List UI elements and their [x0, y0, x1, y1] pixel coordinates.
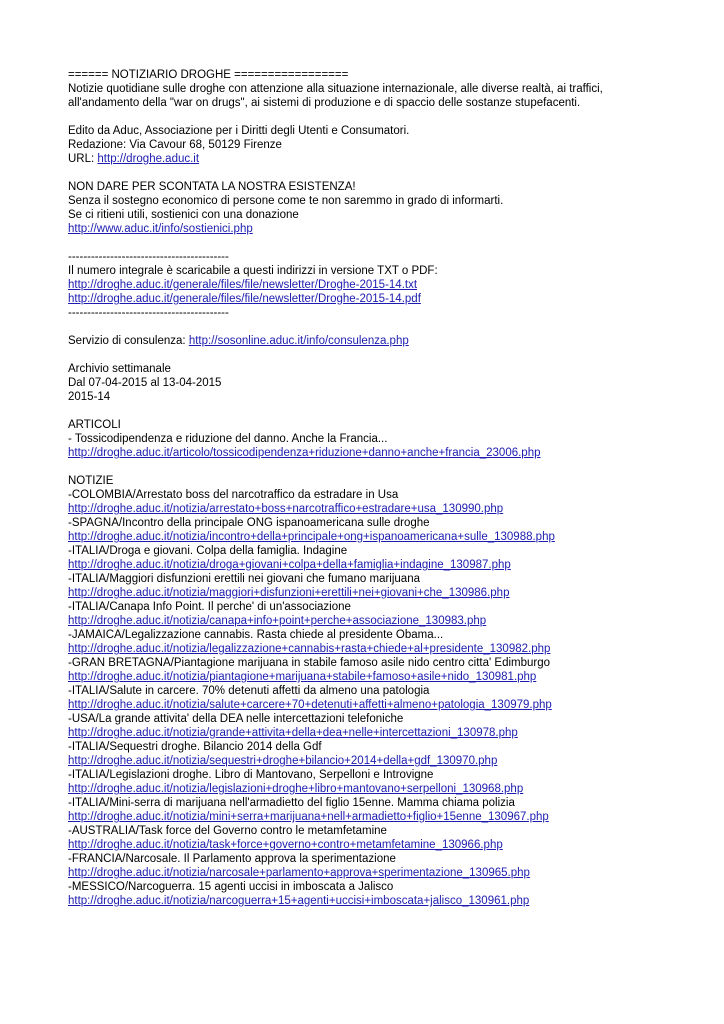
- news-link[interactable]: http://droghe.aduc.it/notizia/arrestato+boss+narcotraffico+estradare+usa_130990.php: [68, 503, 504, 515]
- consulting-label: Servizio di consulenza:: [68, 335, 189, 347]
- article-link[interactable]: http://droghe.aduc.it/articolo/tossicodipendenza+riduzione+danno+anche+francia_23006.php: [68, 447, 541, 459]
- separator: ------------------------------------------: [68, 307, 229, 319]
- news-title: -ITALIA/Mini-serra di marijuana nell'armadietto del figlio 15enne. Mamma chiama polizia: [68, 797, 515, 809]
- news-link[interactable]: http://droghe.aduc.it/notizia/incontro+della+principale+ong+ispanoamericana+sulle_130988.php: [68, 531, 555, 543]
- news-title: -ITALIA/Maggiori disfunzioni erettili nei giovani che fumano marijuana: [68, 573, 420, 585]
- support-text: Senza il sostegno economico di persone come te non saremmo in grado di informarti.: [68, 195, 504, 207]
- site-link[interactable]: http://droghe.aduc.it: [97, 153, 200, 165]
- news-link[interactable]: http://droghe.aduc.it/notizia/legislazioni+droghe+libro+mantovano+serpelloni_130968.php: [68, 783, 524, 795]
- news-title: -ITALIA/Salute in carcere. 70% detenuti affetti da almeno una patologia: [68, 685, 430, 697]
- archive-date-range: Dal 07-04-2015 al 13-04-2015: [68, 377, 222, 389]
- news-link[interactable]: http://droghe.aduc.it/notizia/maggiori+disfunzioni+erettili+nei+giovani+che_130986.php: [68, 587, 510, 599]
- consulting-line: [68, 334, 708, 348]
- news-title: -USA/La grande attivita' della DEA nelle intercettazioni telefoniche: [68, 713, 404, 725]
- news-title: -FRANCIA/Narcosale. Il Parlamento approva la sperimentazione: [68, 853, 396, 865]
- publisher-line: Edito da Aduc, Associazione per i Diritti degli Utenti e Consumatori.: [68, 125, 410, 137]
- news-title: -ITALIA/Legislazioni droghe. Libro di Mantovano, Serpelloni e Introvigne: [68, 769, 434, 781]
- news-list: [68, 488, 708, 908]
- news-title: -AUSTRALIA/Task force del Governo contro le metamfetamine: [68, 825, 387, 837]
- news-link[interactable]: http://droghe.aduc.it/notizia/grande+attivita+della+dea+nelle+intercettazioni_130978.php: [68, 727, 518, 739]
- news-link[interactable]: http://droghe.aduc.it/notizia/narcosale+parlamento+approva+sperimentazione_130965.php: [68, 867, 530, 879]
- url-label: URL:: [68, 153, 98, 165]
- news-heading: NOTIZIE: [68, 475, 114, 487]
- donation-link[interactable]: http://www.aduc.it/info/sostienici.php: [68, 223, 253, 235]
- news-link[interactable]: http://droghe.aduc.it/notizia/legalizzazione+cannabis+rasta+chiede+al+presidente_130982.php: [68, 643, 551, 655]
- news-link[interactable]: http://droghe.aduc.it/notizia/mini+serra+marijuana+nell+armadietto+figlio+15enne_130967.php: [68, 811, 549, 823]
- intro-line: Notizie quotidiane sulle droghe con attenzione alla situazione internazionale, alle diverse realtà, ai traffici,: [68, 83, 603, 95]
- separator: ------------------------------------------: [68, 251, 229, 263]
- article-title: - Tossicodipendenza e riduzione del danno. Anche la Francia...: [68, 433, 388, 445]
- archive-title: Archivio settimanale: [68, 363, 171, 375]
- news-link[interactable]: http://droghe.aduc.it/notizia/droga+giovani+colpa+della+famiglia+indagine_130987.php: [68, 559, 511, 571]
- support-heading: NON DARE PER SCONTATA LA NOSTRA ESISTENZA!: [68, 181, 356, 193]
- newsletter-title: ====== NOTIZIARIO DROGHE =================: [68, 69, 349, 81]
- news-title: -ITALIA/Canapa Info Point. Il perche' di un'associazione: [68, 601, 351, 613]
- articles-heading: ARTICOLI: [68, 419, 121, 431]
- newsletter-page: [68, 68, 708, 908]
- news-title: -SPAGNA/Incontro della principale ONG ispanoamericana sulle droghe: [68, 517, 430, 529]
- news-title: -ITALIA/Sequestri droghe. Bilancio 2014 della Gdf: [68, 741, 322, 753]
- news-title: -COLOMBIA/Arrestato boss del narcotraffico da estradare in Usa: [68, 489, 399, 501]
- archive-issue: 2015-14: [68, 391, 111, 403]
- address-line: Redazione: Via Cavour 68, 50129 Firenze: [68, 139, 282, 151]
- support-text: Se ci ritieni utili, sostienici con una donazione: [68, 209, 299, 221]
- news-title: -JAMAICA/Legalizzazione cannabis. Rasta chiede al presidente Obama...: [68, 629, 444, 641]
- download-text: Il numero integrale è scaricabile a questi indirizzi in versione TXT o PDF:: [68, 265, 438, 277]
- url-line: [68, 152, 708, 166]
- news-link[interactable]: http://droghe.aduc.it/notizia/task+force+governo+contro+metamfetamine_130966.php: [68, 839, 503, 851]
- consulting-link[interactable]: http://sosonline.aduc.it/info/consulenza.php: [188, 335, 409, 347]
- news-link[interactable]: http://droghe.aduc.it/notizia/narcoguerra+15+agenti+uccisi+imboscata+jalisco_130961.php: [68, 895, 530, 907]
- txt-download-link[interactable]: http://droghe.aduc.it/generale/files/file/newsletter/Droghe-2015-14.txt: [68, 279, 418, 291]
- news-link[interactable]: http://droghe.aduc.it/notizia/piantagione+marijuana+stabile+famoso+asile+nido_130981.php: [68, 671, 537, 683]
- pdf-download-link[interactable]: http://droghe.aduc.it/generale/files/file/newsletter/Droghe-2015-14.pdf: [68, 293, 421, 305]
- news-title: -MESSICO/Narcoguerra. 15 agenti uccisi in imboscata a Jalisco: [68, 881, 394, 893]
- intro-line: all'andamento della "war on drugs", ai sistemi di produzione e di spaccio delle sostanze stupefacenti.: [68, 97, 581, 109]
- news-title: -GRAN BRETAGNA/Piantagione marijuana in stabile famoso asile nido centro citta' Edimburgo: [68, 657, 551, 669]
- news-title: -ITALIA/Droga e giovani. Colpa della famiglia. Indagine: [68, 545, 348, 557]
- news-link[interactable]: http://droghe.aduc.it/notizia/salute+carcere+70+detenuti+affetti+almeno+patologia_130979.php: [68, 699, 552, 711]
- news-link[interactable]: http://droghe.aduc.it/notizia/canapa+info+point+perche+associazione_130983.php: [68, 615, 487, 627]
- news-link[interactable]: http://droghe.aduc.it/notizia/sequestri+droghe+bilancio+2014+della+gdf_130970.php: [68, 755, 498, 767]
